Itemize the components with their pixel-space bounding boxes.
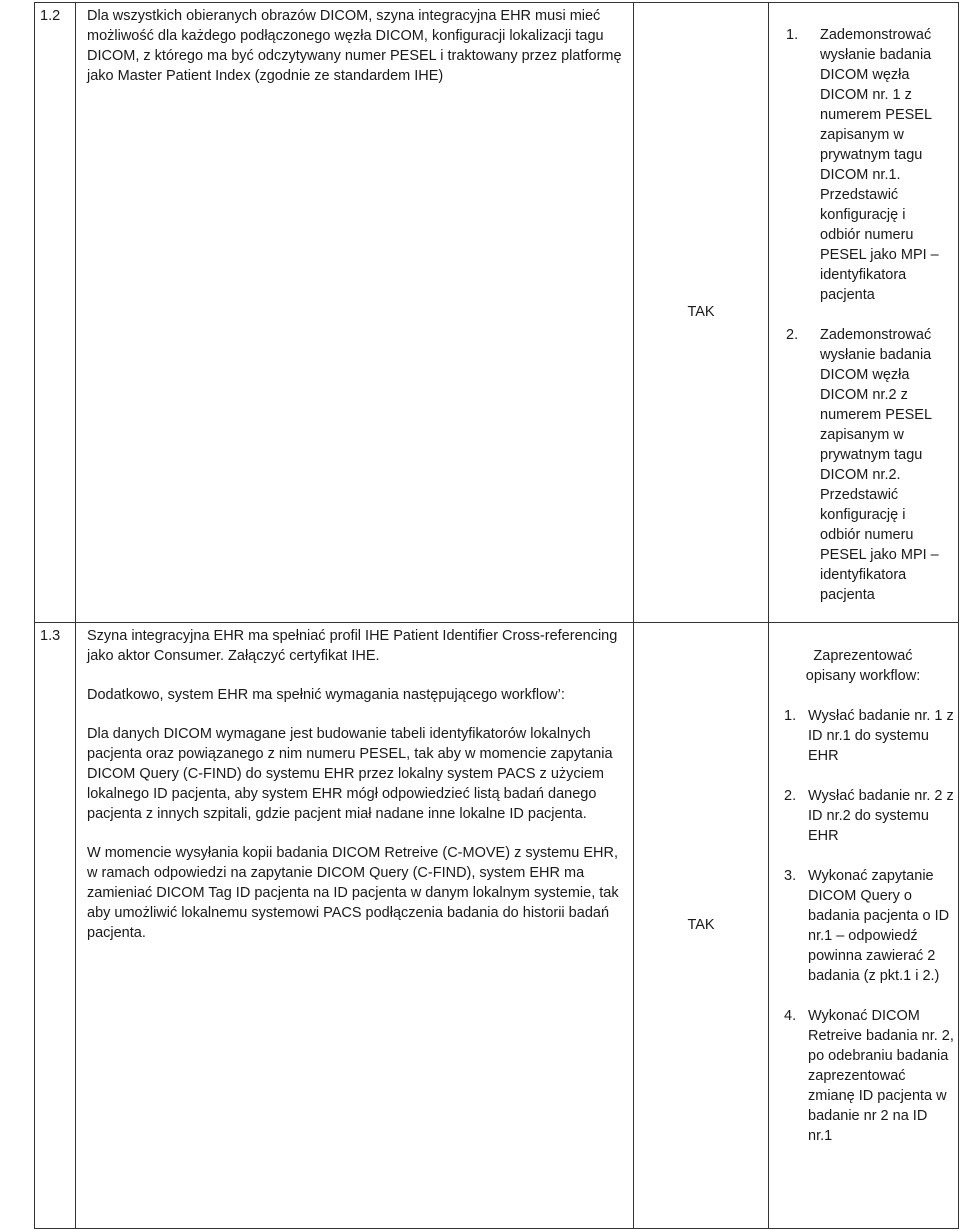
requirement-description: [87, 626, 623, 943]
description-paragraph: Dodatkowo, system EHR ma spełnić wymagania następującego workflow’:: [87, 687, 565, 703]
column-divider-required: [768, 2, 769, 1229]
verification-step: 2. Wysłać badanie nr. 2 z ID nr.2 do systemu EHR: [784, 788, 954, 844]
verification-intro: Zaprezentować opisany workflow:: [805, 648, 921, 684]
row-number: 1.3: [40, 628, 61, 644]
requirement-description: [87, 6, 623, 86]
verification-step: 1. Zademonstrować wysłanie badania DICOM węzła DICOM nr. 1 z numerem PESEL zapisanym w prywatnym tagu DICOM nr.1. Przedstawić konfigurację i odbiór numeru PESEL jako MPI – identyfikatora pacjenta: [786, 27, 939, 303]
required-value: [634, 2, 768, 622]
table-border-left: [34, 2, 35, 1229]
required-label: TAK: [687, 304, 715, 320]
required-value: [634, 622, 768, 1228]
verification-step: 1. Wysłać badanie nr. 1 z ID nr.1 do systemu EHR: [784, 708, 954, 764]
verification-step: 4. Wykonać DICOM Retreive badania nr. 2, po odebraniu badania zaprezentować zmianę ID pacjenta w badanie nr 2 na ID nr.1: [784, 1008, 954, 1144]
verification-cell: [772, 646, 954, 1166]
table-border-bottom: [34, 1228, 959, 1229]
description-paragraph: Dla danych DICOM wymagane jest budowanie tabeli identyfikatorów lokalnych pacjenta oraz powiązanego z nim numeru PESEL, tak aby w momencie zapytania DICOM Query (C-FIND) do systemu EHR przez lokalny system PACS z użyciem lokalnego ID pacjenta, aby system EHR mógł odpowiedzieć listą badań danego pacjenta z innych szpitali, gdzie pacjent miał nadane inne lokalne ID pacjenta.: [87, 726, 613, 822]
row-number: 1.2: [40, 8, 61, 24]
table-border-top: [34, 2, 959, 3]
description-paragraph: Szyna integracyjna EHR ma spełniać profil IHE Patient Identifier Cross-referencing jako aktor Consumer. Załączyć certyfikat IHE.: [87, 628, 618, 664]
column-divider-number: [75, 2, 76, 1229]
verification-cell: [786, 25, 946, 625]
verification-steps: [772, 706, 954, 1146]
description-paragraph: Dla wszystkich obieranych obrazów DICOM, szyna integracyjna EHR musi mieć możliwość dla każdego podłączonego węzła DICOM, konfiguracji lokalizacji tagu DICOM, z którego ma być odczytywany numer PESEL i traktowany przez platformę jako Master Patient Index (zgodnie ze standardem IHE): [87, 8, 622, 84]
description-paragraph: W momencie wysyłania kopii badania DICOM Retreive (C-MOVE) z systemu EHR, w ramach odpowiedzi na zapytanie DICOM Query (C-FIND), system EHR ma zamieniać DICOM Tag ID pacjenta na ID pacjenta w danym lokalnym systemie, tak aby umożliwić lokalnemu systemowi PACS podłączenia badania do historii badań pacjenta.: [87, 845, 619, 941]
verification-steps: [786, 25, 946, 605]
required-label: TAK: [687, 917, 715, 933]
table-border-right: [958, 2, 959, 1229]
verification-step: 3. Wykonać zapytanie DICOM Query o badania pacjenta o ID nr.1 – odpowiedź powinna zawierać 2 badania (z pkt.1 i 2.): [784, 868, 950, 984]
verification-step: 2. Zademonstrować wysłanie badania DICOM węzła DICOM nr.2 z numerem PESEL zapisanym w prywatnym tagu DICOM nr.2. Przedstawić konfigurację i odbiór numeru PESEL jako MPI – identyfikatora pacjenta: [786, 327, 939, 603]
